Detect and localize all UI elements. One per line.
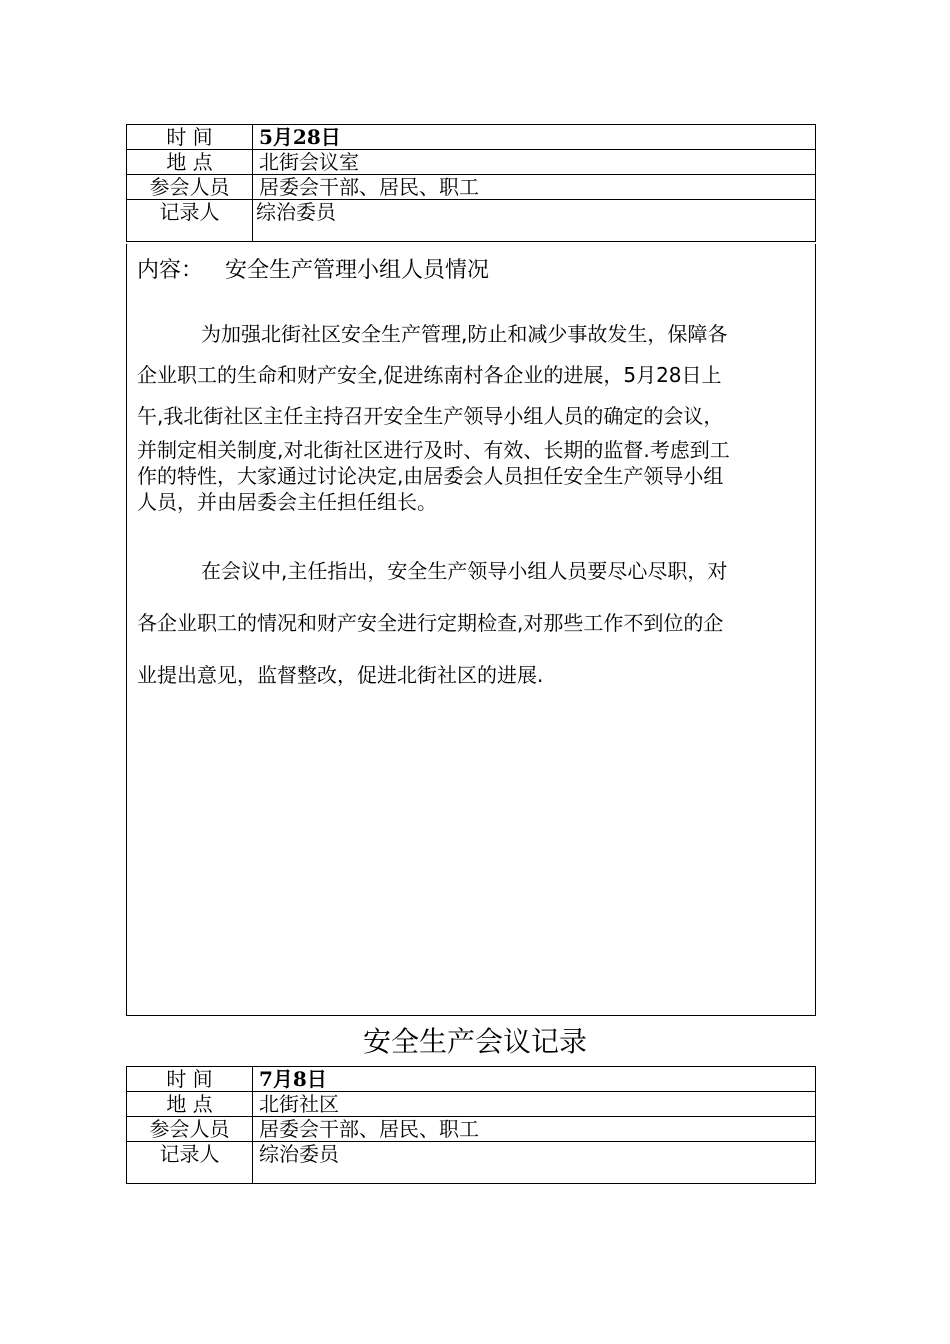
paragraph-line: 并制定相关制度,对北街社区进行及时、有效、长期的监督.考虑到工 bbox=[137, 438, 730, 462]
row-attendees bbox=[127, 1117, 816, 1142]
paragraph-line: 为加强北街社区安全生产管理,防止和减少事故发生，保障各 bbox=[201, 322, 728, 346]
paragraph-line: 作的特性，大家通过讨论决定,由居委会人员担任安全生产领导小组 bbox=[137, 464, 724, 488]
meeting-info-table-1 bbox=[126, 124, 816, 242]
paragraph-line: 在会议中,主任指出，安全生产领导小组人员要尽心尽职，对 bbox=[201, 559, 728, 583]
paragraph-line: 人员，并由居委会主任担任组长。 bbox=[137, 490, 437, 514]
row-attendees bbox=[127, 175, 816, 200]
attendees-label: 参会人员 bbox=[127, 1117, 253, 1142]
time-label: 时 间 bbox=[127, 1067, 253, 1092]
paragraph-line: 业提出意见，监督整改，促进北街社区的进展. bbox=[137, 663, 544, 687]
recorder-value: 综治委员 bbox=[253, 1142, 816, 1184]
recorder-value: 综治委员 bbox=[256, 200, 336, 224]
attendees-value: 居委会干部、居民、职工 bbox=[253, 1117, 816, 1142]
content-title: 安全生产管理小组人员情况 bbox=[225, 258, 490, 283]
paragraph-line: 午,我北街社区主任主持召开安全生产领导小组人员的确定的会议， bbox=[137, 404, 724, 428]
row-recorder bbox=[127, 1142, 816, 1184]
document-title: 安全生产会议记录 bbox=[362, 1025, 587, 1058]
content-heading bbox=[137, 256, 489, 286]
place-value: 北街会议室 bbox=[253, 150, 816, 175]
content-paragraph-1 bbox=[137, 314, 805, 515]
place-value: 北街社区 bbox=[253, 1092, 816, 1117]
recorder-label: 记录人 bbox=[127, 1142, 253, 1184]
row-place bbox=[127, 150, 816, 175]
attendees-value: 居委会干部、居民、职工 bbox=[253, 175, 816, 200]
content-label: 内容： bbox=[137, 258, 204, 283]
attendees-label: 参会人员 bbox=[127, 175, 253, 200]
row-recorder bbox=[127, 200, 816, 242]
row-time bbox=[127, 125, 816, 150]
time-value: 7月8日 bbox=[253, 1067, 816, 1092]
meeting-content-box bbox=[126, 244, 816, 1016]
paragraph-line: 企业职工的生命和财产安全,促进练南村各企业的进展，5月28日上 bbox=[137, 363, 722, 387]
row-time bbox=[127, 1067, 816, 1092]
content-paragraph-2 bbox=[137, 545, 805, 701]
recorder-label bbox=[127, 200, 336, 242]
place-label: 地 点 bbox=[127, 1092, 253, 1117]
recorder-value-cell bbox=[253, 200, 816, 242]
meeting-info-table-2 bbox=[126, 1066, 816, 1184]
row-place bbox=[127, 1092, 816, 1117]
paragraph-line: 各企业职工的情况和财产安全进行定期检查,对那些工作不到位的企 bbox=[137, 611, 724, 635]
time-label: 时 间 bbox=[127, 125, 253, 150]
time-value: 5月28日 bbox=[253, 125, 816, 150]
recorder-label-text: 记录人 bbox=[159, 200, 220, 224]
place-label: 地 点 bbox=[127, 150, 253, 175]
